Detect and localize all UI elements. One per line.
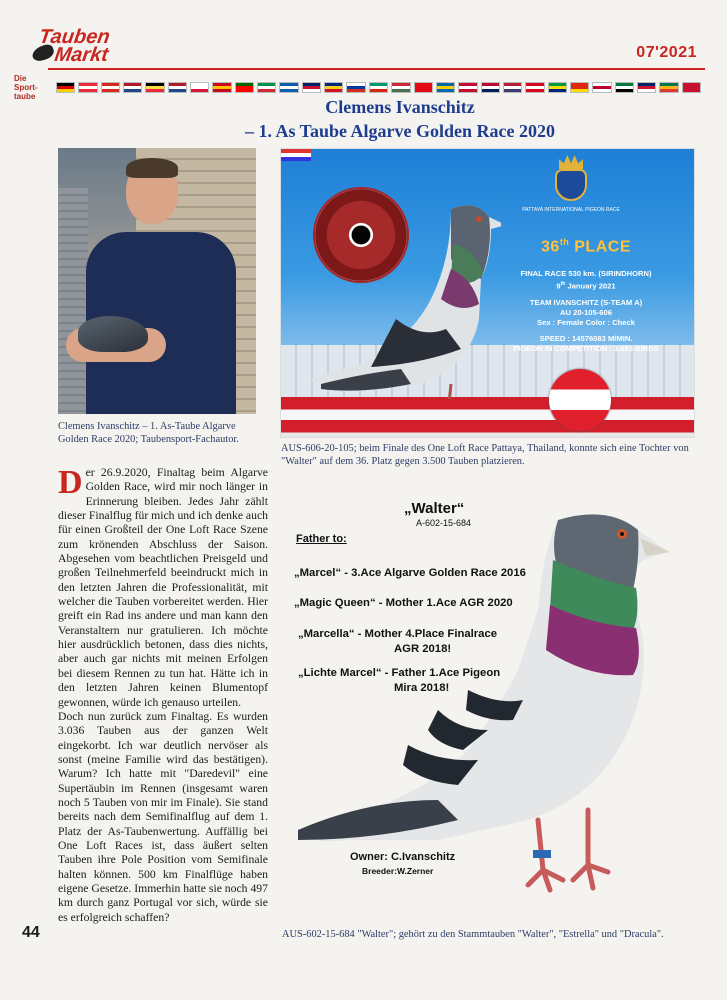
country-flag-icon bbox=[123, 82, 142, 93]
article-title-line-1: Clemens Ivanschitz bbox=[325, 97, 475, 117]
owner: Owner: C.Ivanschitz bbox=[350, 851, 456, 863]
portrait-photo bbox=[58, 148, 256, 414]
country-flag-icon bbox=[212, 82, 231, 93]
country-flag-icon bbox=[615, 82, 634, 93]
offspring-4: „Lichte Marcel“ - Father 1.Ace Pigeon Mira 2018! bbox=[298, 667, 501, 694]
placing bbox=[511, 237, 661, 256]
result-photo bbox=[280, 148, 695, 438]
place-suffix: th bbox=[559, 237, 570, 247]
country-flag-icon bbox=[302, 82, 321, 93]
country-flag-icon bbox=[503, 82, 522, 93]
result-caption: AUS-606-20-105; beim Finale des One Loft Race Pattaya, Thailand, konnte sich eine Tochter von "Walter" auf dem 36. Platz gegen 3.500 Tauben platzieren. bbox=[281, 443, 689, 467]
article-body bbox=[58, 466, 268, 925]
country-flag-icon bbox=[279, 82, 298, 93]
country-flag-icon bbox=[235, 82, 254, 93]
speed: SPEED : 14576083 M/MIN. bbox=[539, 333, 633, 343]
offspring-3: „Marcella“ - Mother 4.Place Finalrace AGR 2018! bbox=[298, 628, 498, 655]
country-flag-icon bbox=[56, 82, 75, 93]
club-name: PATTAYA INTERNATIONAL PIGEON RACE bbox=[522, 207, 620, 213]
country-flag-icon bbox=[145, 82, 164, 93]
header-rule bbox=[48, 68, 705, 70]
issue-number: 07'2021 bbox=[636, 44, 697, 61]
logo-line-2: Markt bbox=[53, 44, 110, 66]
country-flag-icon bbox=[324, 82, 343, 93]
drop-cap: D bbox=[58, 464, 83, 501]
ring-number: AU 20-105-606 bbox=[560, 307, 612, 317]
country-flag-icon bbox=[391, 82, 410, 93]
breeder: Breeder:W.Zerner bbox=[362, 866, 434, 876]
competition-count: PIGEON IN COMPETITION : 3,653 BIRDS bbox=[513, 343, 659, 353]
logo-line-1: Tauben bbox=[37, 26, 112, 48]
portrait-caption: Clemens Ivanschitz – 1. As-Taube Algarve Golden Race 2020; Taubensport-Fachautor. bbox=[58, 421, 239, 445]
racing-pigeon-icon bbox=[301, 189, 501, 399]
walter-pigeon-icon bbox=[288, 500, 688, 905]
country-flag-icon bbox=[481, 82, 500, 93]
walter-ring: A-602-15-684 bbox=[416, 518, 472, 528]
country-flag-icon bbox=[257, 82, 276, 93]
country-flag-icon bbox=[414, 82, 433, 93]
article-title-line-2: – 1. As Taube Algarve Golden Race 2020 bbox=[244, 121, 556, 141]
result-info bbox=[491, 269, 681, 354]
country-flag-icon bbox=[548, 82, 567, 93]
place-number: 36 bbox=[541, 238, 560, 256]
country-flag-icon bbox=[525, 82, 544, 93]
place-word: PLACE bbox=[569, 238, 631, 256]
country-flag-icon bbox=[168, 82, 187, 93]
offspring-2: „Magic Queen“ - Mother 1.Ace AGR 2020 bbox=[294, 597, 513, 609]
sport-label: Die Sport-taube bbox=[14, 74, 38, 101]
offspring-1: „Marcel“ - 3.Ace Algarve Golden Race 2016 bbox=[294, 567, 526, 579]
country-flag-icon bbox=[78, 82, 97, 93]
final-race: FINAL RACE 530 km. (SIRINDHORN) bbox=[520, 269, 652, 278]
flags-row bbox=[56, 82, 701, 94]
walter-name: „Walter“ bbox=[404, 500, 465, 517]
article-paragraph-1: er 26.9.2020, Finaltag beim Algarve Golden Race, wird mir noch länger in Erinnerung bleiben. Jedes Jahr zählt dieser Finalflug für mich und ich denke auch für einen Großteil der One Loft Race Szene zum krönenden Abschluss der Saison. Abgesehen vom beachtlichen Preisgeld und großen Teilnehmerfeld beeindruckt mich in den letzten Jahren die Professionalität, mit welcher die Tauben vorbereitet werden. Hier greift ein Rad ins andere und man kann den Veranstaltern nur gratulieren. Ich möchte hier ausdrücklich betonen, dass dies nichts, aber auch gar nichts mit meinen Erfolgen bei diesem Rennen zu tun hat. Hätte ich in den letzten Jahren keinen Blumentopf gewonnen, würde ich genauso urteilen. bbox=[58, 466, 268, 709]
country-flag-icon bbox=[458, 82, 477, 93]
flag-strip-icon bbox=[281, 149, 311, 161]
club-crest-icon bbox=[549, 155, 593, 205]
sex-color: Sex : Female Color : Check bbox=[537, 317, 635, 327]
country-flag-icon bbox=[592, 82, 611, 93]
logo bbox=[30, 24, 120, 74]
country-flag-icon bbox=[190, 82, 209, 93]
country-flag-icon bbox=[436, 82, 455, 93]
team-name: TEAM IVANSCHITZ (S-TEAM A) bbox=[529, 297, 643, 307]
held-pigeon-icon bbox=[78, 316, 148, 352]
page-number: 44 bbox=[22, 924, 40, 941]
country-flag-icon bbox=[682, 82, 701, 93]
article-paragraph-2: Doch nun zurück zum Finaltag. Es wurden 3.036 Tauben aus der ganzen Welt eingekorbt. Ich war deutlich nervöser als sonst (meine Familie wird das bestätigen). Warum? Ich hatte mit "Daredevil" eine Supertäubin im Rennen (insgesamt waren noch 5 Tauben von mir im Finale). Sie stand bereits nach dem Semifinalflug auf dem 1. Platz der As-Taubenwertung. Auffällig bei One Loft Races ist, dass äußert selten Tauben ihre Pole Position vom Semifinale halten können. 500 km Finalflüge haben eigene Gesetze. Immerhin hatte sie noch 497 km durch ganz Portugal vor sich, würde sie es erfolgreich schaffen? bbox=[58, 709, 268, 924]
walter-caption: AUS-602-15-684 "Walter"; gehört zu den Stammtauben "Walter", "Estrella" und "Dracula". bbox=[282, 929, 664, 940]
father-to-label: Father to: bbox=[296, 533, 347, 545]
country-flag-icon bbox=[637, 82, 656, 93]
race-date: 9th January 2021 bbox=[556, 281, 616, 291]
country-flag-icon bbox=[659, 82, 678, 93]
country-flag-icon bbox=[101, 82, 120, 93]
country-flag-icon bbox=[369, 82, 388, 93]
austria-flag-icon bbox=[549, 369, 611, 431]
country-flag-icon bbox=[570, 82, 589, 93]
country-flag-icon bbox=[346, 82, 365, 93]
